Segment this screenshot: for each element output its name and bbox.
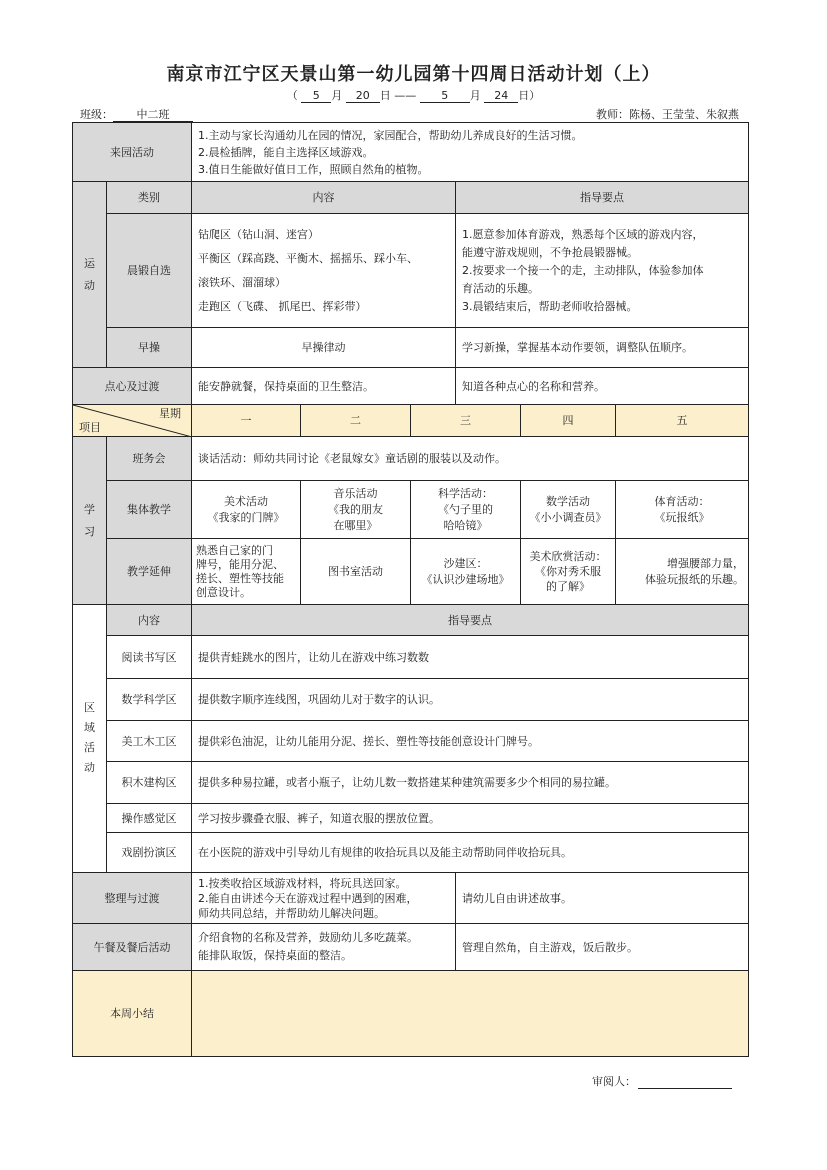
group-line: 在哪里》 [333, 518, 378, 532]
group-line: 哈哈镜》 [443, 518, 488, 532]
area-label-text: 区域活动 [84, 701, 95, 774]
area-row [73, 762, 749, 804]
date-range [0, 87, 827, 103]
arrival-line: 3.值日生能做好值日工作，照顾自然角的植物。 [198, 162, 429, 176]
group-tue [301, 481, 411, 539]
extension-line: 图书室活动 [328, 565, 383, 578]
reviewer-label: 审阅人： [592, 1075, 636, 1088]
area-name: 积木建构区 [107, 762, 192, 804]
sport-label-text: 运动 [84, 256, 95, 292]
area-col-points: 指导要点 [192, 605, 749, 636]
group-line: 《小小调查员》 [529, 510, 607, 524]
weekday-header-row [73, 405, 749, 437]
arrival-row [73, 123, 749, 182]
snack-row [73, 368, 749, 405]
sport-exercise-row [73, 328, 749, 368]
lunch-content [192, 924, 456, 971]
start-month: 5 [301, 89, 331, 103]
group-line: 音乐活动 [333, 486, 378, 500]
group-line: 数学活动 [546, 494, 590, 508]
date-close: ） [529, 89, 541, 102]
sport-col-type: 类别 [107, 182, 192, 214]
class-affairs-row [73, 437, 749, 481]
class-affairs-content: 谈话活动：师幼共同讨论《老鼠嫁女》童话剧的服装以及动作。 [192, 437, 749, 481]
morning-point-line: 2.按要求一个接一个的走，主动排队，体验参加体 [462, 263, 704, 277]
lunch-line: 介绍食物的名称及营养，鼓励幼儿多吃蔬菜。 [198, 931, 418, 944]
exercise-points: 学习新操，掌握基本动作要领，调整队伍顺序。 [456, 328, 749, 368]
extension-thu [521, 539, 616, 605]
group-teaching-row [73, 481, 749, 539]
extension-line: 熟悉自己家的门 [196, 543, 273, 557]
month-unit: 月 [331, 89, 343, 102]
area-text: 在小医院的游戏中引导幼儿有规律的收拾玩具以及能主动帮助同伴收拾玩具。 [192, 833, 749, 873]
tidy-line: 2.能自由讲述今天在游戏过程中遇到的困难， [198, 891, 418, 905]
morning-content-line: 走跑区（飞碟、 抓尾巴、挥彩带） [198, 299, 367, 313]
day-thu: 四 [521, 405, 616, 437]
lunch-row [73, 924, 749, 971]
month-unit: 月 [469, 89, 481, 102]
teacher-label: 教师： [596, 108, 629, 121]
extension-line: 搓长、塑性等技能 [196, 571, 284, 585]
lunch-points: 管理自然角，自主游戏，饭后散步。 [456, 924, 749, 971]
week-item-diagonal-cell [73, 405, 192, 437]
summary-row [73, 971, 749, 1057]
sport-col-points: 指导要点 [456, 182, 749, 214]
summary-label: 本周小结 [73, 971, 192, 1057]
end-day: 24 [484, 89, 518, 103]
extension-line: 《认识沙建场地》 [421, 572, 510, 586]
area-col-content: 内容 [107, 605, 192, 636]
day-wed: 三 [411, 405, 521, 437]
extension-line: 体验玩报纸的乐趣。 [645, 572, 744, 586]
area-name: 戏剧扮演区 [107, 833, 192, 873]
group-line: 《勺子里的 [438, 502, 493, 516]
teacher-value: 陈杨、王莹莹、朱叙燕 [629, 108, 739, 121]
lunch-line: 能排队取饭，保持桌面的整洁。 [198, 949, 352, 962]
area-row [73, 833, 749, 873]
arrival-label: 来园活动 [73, 123, 192, 182]
area-label [73, 605, 107, 873]
group-fri [616, 481, 749, 539]
page-title: 南京市江宁区天景山第一幼儿园第十四周日活动计划（上） [166, 64, 661, 85]
area-text: 提供青蛙跳水的图片，让幼儿在游戏中练习数数 [192, 636, 749, 679]
area-name: 操作感觉区 [107, 804, 192, 833]
group-line: 科学活动： [438, 486, 493, 500]
area-text: 提供彩色油泥，让幼儿能用分泥、搓长、塑性等技能创意设计门牌号。 [192, 721, 749, 762]
area-row [73, 804, 749, 833]
group-line: 《我的朋友 [328, 502, 383, 516]
sport-header-row [73, 182, 749, 214]
extension-line: 《你对秀禾服 [535, 565, 601, 578]
week-label: 星期 [159, 407, 181, 420]
area-name: 数学科学区 [107, 679, 192, 721]
day-tue: 二 [301, 405, 411, 437]
group-line: 美术活动 [224, 494, 268, 508]
extension-wed [411, 539, 521, 605]
day-fri: 五 [616, 405, 749, 437]
tidy-content [192, 873, 456, 924]
teacher-info [596, 106, 739, 122]
day-unit: 日 [518, 89, 530, 102]
activity-plan-table [72, 122, 749, 1057]
group-line: 体育活动： [654, 494, 710, 508]
area-row [73, 636, 749, 679]
arrival-line: 2.晨检插牌，能自主选择区域游戏。 [198, 145, 374, 159]
class-info [80, 106, 193, 122]
snack-label: 点心及过渡 [73, 368, 192, 405]
tidy-label: 整理与过渡 [73, 873, 192, 924]
item-label: 项目 [79, 421, 101, 434]
morning-point-line: 能遵守游戏规则，不争抢晨锻器械。 [462, 245, 638, 259]
extension-tue [301, 539, 411, 605]
morning-content-line: 平衡区（踩高跷、平衡木、摇摇乐、踩小车、 [198, 251, 418, 265]
class-affairs-label: 班务会 [107, 437, 192, 481]
extension-line: 创意设计。 [196, 585, 251, 599]
extension-mon [192, 539, 301, 605]
area-header-row [73, 605, 749, 636]
extension-line: 牌号，能用分泥、 [196, 557, 284, 571]
day-unit: 日 [379, 89, 391, 102]
date-dash: —— [394, 89, 417, 102]
tidy-points: 请幼儿自由讲述故事。 [456, 873, 749, 924]
group-mon [192, 481, 301, 539]
snack-points: 知道各种点心的名称和营养。 [456, 368, 749, 405]
exercise-content: 早操律动 [192, 328, 456, 368]
arrival-content [192, 123, 749, 182]
reviewer-line[interactable] [638, 1076, 732, 1089]
morning-label: 晨锻自选 [107, 214, 192, 328]
study-label-text: 学习 [84, 502, 95, 538]
extension-label: 教学延伸 [107, 539, 192, 605]
class-value: 中二班 [113, 108, 193, 122]
group-teaching-label: 集体教学 [107, 481, 192, 539]
morning-point-line: 3.晨锻结束后，帮助老师收拾器械。 [462, 299, 638, 313]
arrival-line: 1.主动与家长沟通幼儿在园的情况，家园配合，帮助幼儿养成良好的生活习惯。 [198, 128, 583, 142]
end-month: 5 [420, 89, 470, 103]
area-text: 提供数字顺序连线图，巩固幼儿对于数字的认识。 [192, 679, 749, 721]
tidy-row [73, 873, 749, 924]
tidy-line: 1.按类收拾区域游戏材料，将玩具送回家。 [198, 876, 407, 890]
morning-content [192, 214, 456, 328]
day-mon: 一 [192, 405, 301, 437]
tidy-line: 师幼共同总结，并帮助幼儿解决问题。 [198, 906, 385, 920]
reviewer-signature [592, 1073, 732, 1089]
area-name: 美工木工区 [107, 721, 192, 762]
extension-fri [616, 539, 749, 605]
area-row [73, 679, 749, 721]
morning-content-line: 滚铁环、溜溜球） [198, 275, 286, 289]
exercise-label: 早操 [107, 328, 192, 368]
area-row [73, 721, 749, 762]
summary-content[interactable] [192, 971, 749, 1057]
lunch-label: 午餐及餐后活动 [73, 924, 192, 971]
snack-content: 能安静就餐，保持桌面的卫生整洁。 [192, 368, 456, 405]
study-label [73, 437, 107, 605]
morning-point-line: 1.愿意参加体育游戏，熟悉每个区域的游戏内容， [462, 227, 704, 241]
sport-label [73, 182, 107, 368]
morning-content-line: 钻爬区（钻山洞、迷宫） [198, 227, 319, 241]
teaching-extension-row [73, 539, 749, 605]
sport-morning-row [73, 214, 749, 328]
group-line: 《我家的门牌》 [207, 510, 285, 524]
morning-points [456, 214, 749, 328]
extension-line: 美术欣赏活动： [529, 550, 607, 563]
extension-line: 沙建区： [443, 556, 488, 570]
date-open: （ [286, 89, 298, 102]
group-thu [521, 481, 616, 539]
group-wed [411, 481, 521, 539]
area-name: 阅读书写区 [107, 636, 192, 679]
morning-point-line: 育活动的乐趣。 [462, 281, 539, 295]
extension-line: 的了解》 [546, 580, 590, 593]
class-label: 班级： [80, 108, 113, 121]
group-line: 《玩报纸》 [654, 510, 710, 524]
extension-line: 增强腰部力量， [667, 556, 744, 570]
start-day: 20 [346, 89, 380, 103]
area-text: 提供多种易拉罐，或者小瓶子，让幼儿数一数搭建某种建筑需要多少个相同的易拉罐。 [192, 762, 749, 804]
sport-col-content: 内容 [192, 182, 456, 214]
area-text: 学习按步骤叠衣服、裤子，知道衣服的摆放位置。 [192, 804, 749, 833]
